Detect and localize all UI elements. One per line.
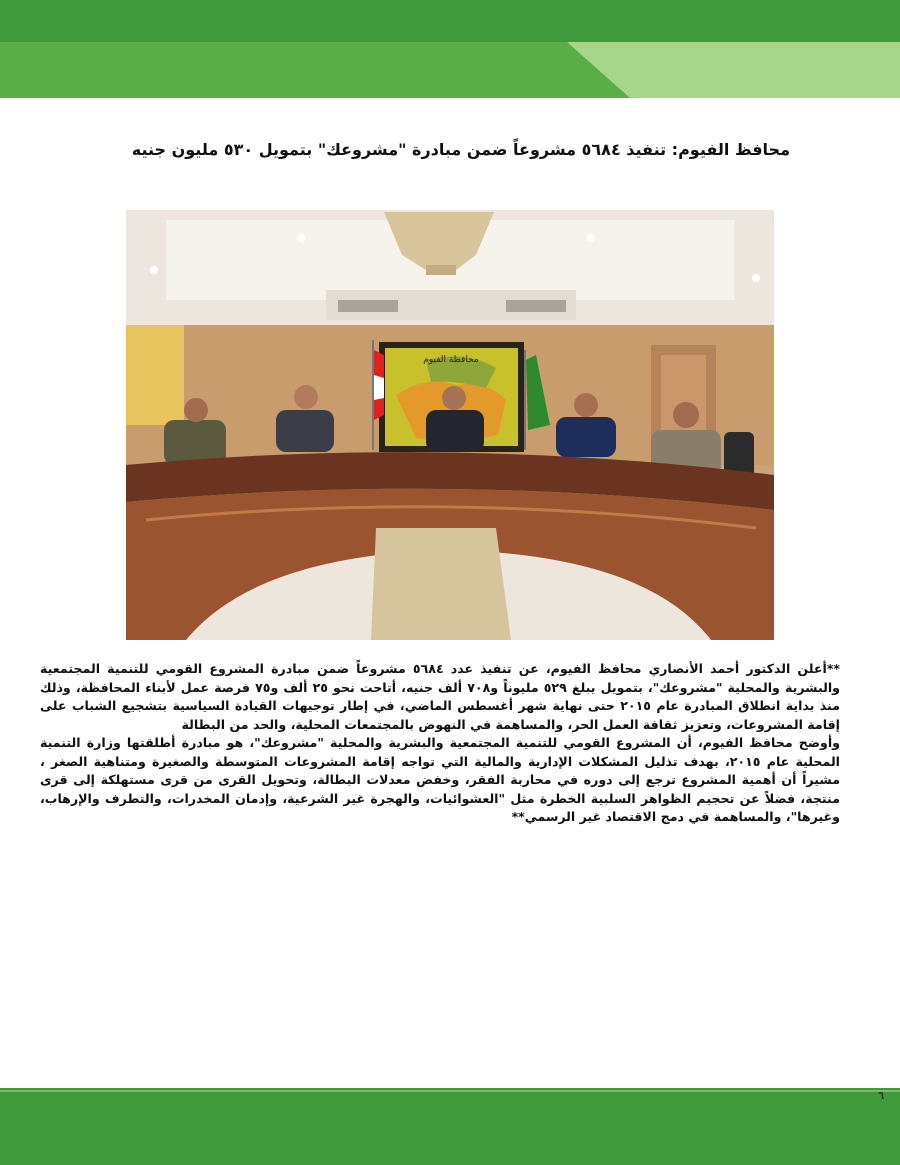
footer-band [0, 1088, 900, 1165]
article-body [40, 660, 840, 827]
page-number: ٦ [878, 1089, 884, 1102]
header-band-dark [0, 0, 900, 42]
footer-line [0, 1090, 900, 1092]
paragraph: وأوضح محافظ الفيوم، أن المشروع القومي للتنمية المجتمعية والبشرية والمحلية "مشروعك"، هو مبادرة أطلقتها وزارة التنمية المحلية عام ٢٠١٥، بهدف تذليل المشكلات الإدارية والمالية التي تواجه إقامة المشروعات المتوسطة والصغيرة ومتناهية الصغر ، مشيراً أن أهمية المشروع ترجع إلى دوره في محاربة الفقر، وخفض معدلات البطالة، وتحويل القرى من قرى مستهلكة إلى قرى منتجة، فضلاً عن تحجيم الظواهر السلبية الخطرة مثل "العشوائيات، والهجرة غير الشرعية، وإدمان المخدرات، والتطرف والإرهاب، وغيرها"، والمساهمة في دمج الاقتصاد غير الرسمي** [40, 735, 840, 824]
wall-map-caption: محافظة الفيوم [423, 355, 479, 365]
paragraph: **أعلن الدكتور أحمد الأنصاري محافظ الفيوم، عن تنفيذ عدد ٥٦٨٤ مشروعاً ضمن مبادرة المشروع القومي للتنمية المجتمعية والبشرية والمحلية "مشروعك"، بتمويل يبلغ ٥٢٩ مليوناً و٧٠٨ ألف جنيه، أتاحت نحو ٢٥ ألف و٧٥ فرصة عمل لأبناء المحافظة، وذلك منذ بداية انطلاق المبادرة عام ٢٠١٥ حتى نهاية شهر أغسطس الماضي، في إطار توجيهات القيادة السياسية بتشجيع الشباب على إقامة المشروعات، وتعزيز ثقافة العمل الحر، والمساهمة في النهوض بالمجتمعات المحلية، والحد من البطالة [40, 661, 841, 732]
meeting-photo [126, 210, 774, 640]
article-title: محافظ الفيوم: تنفيذ ٥٦٨٤ مشروعاً ضمن مبادرة "مشروعك" بتمويل ٥٣٠ مليون جنيه [131, 140, 790, 159]
